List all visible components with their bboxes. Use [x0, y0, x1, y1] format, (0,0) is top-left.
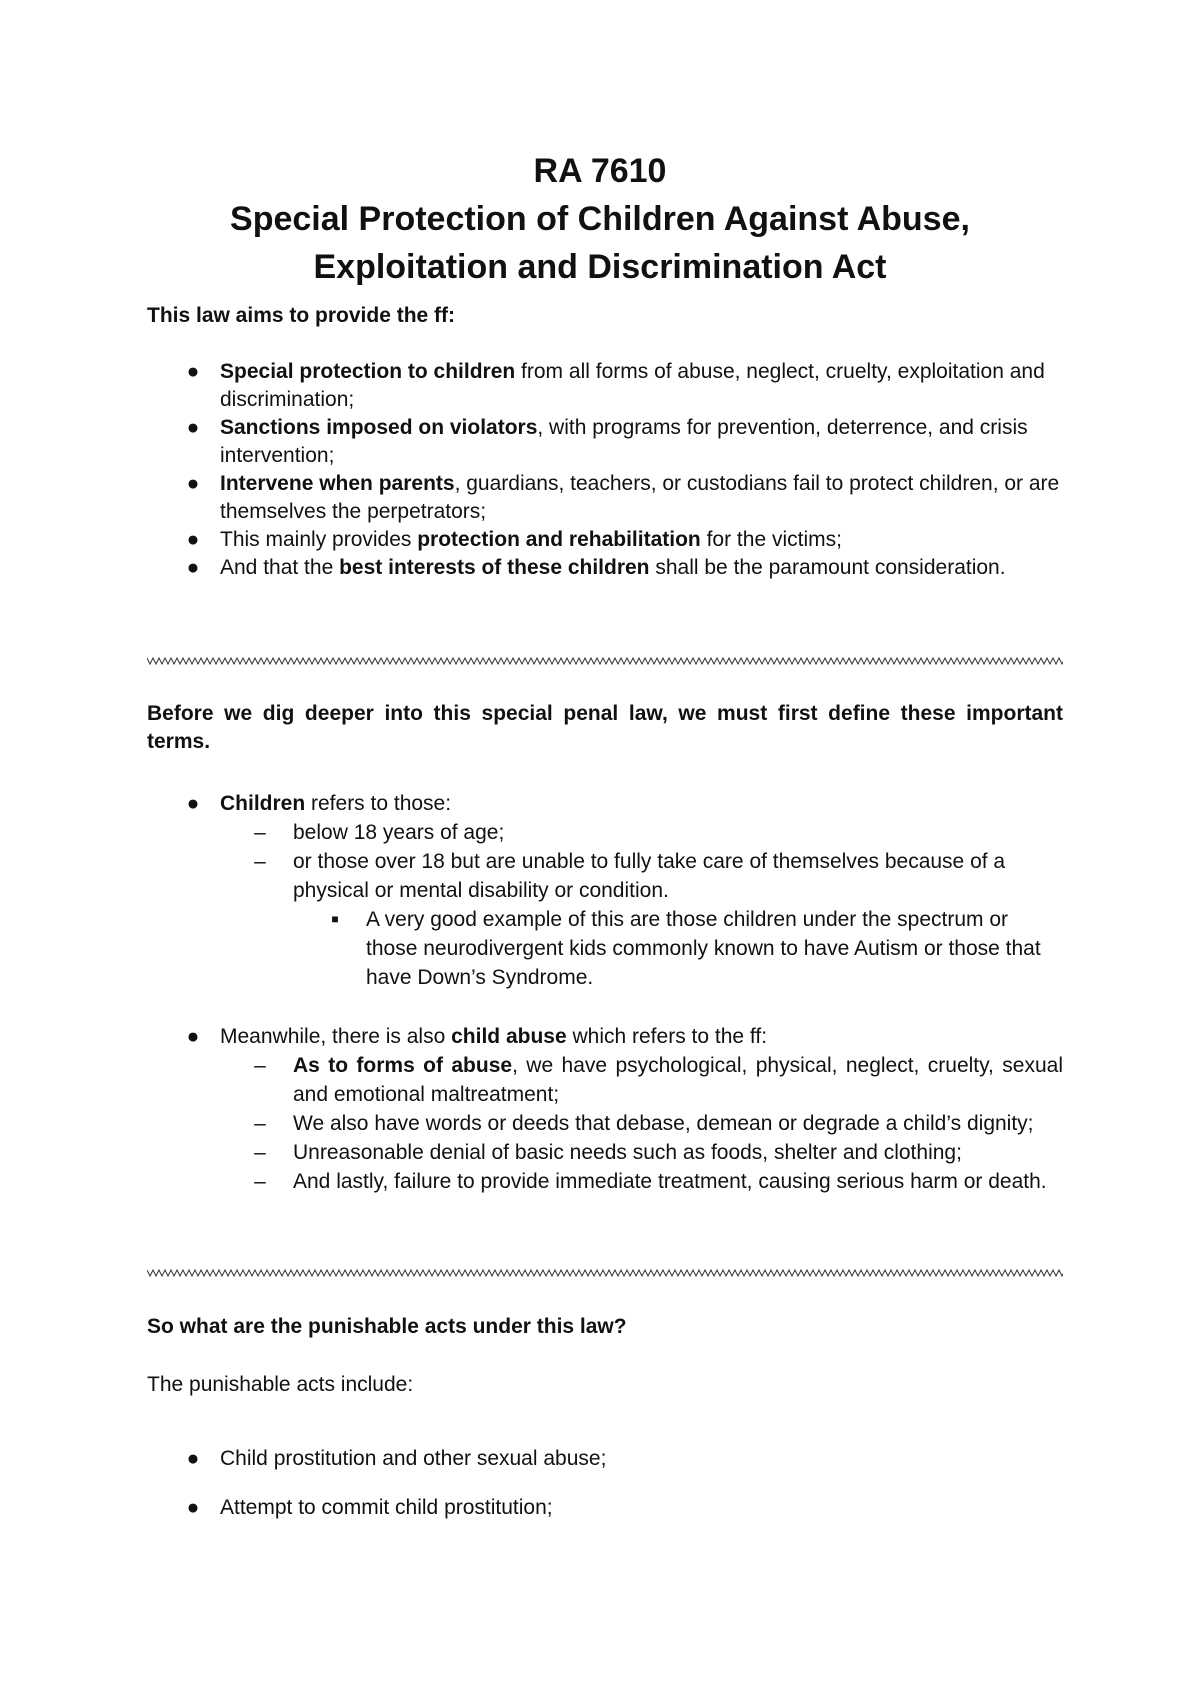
intro-item [147, 358, 1063, 414]
intro-item [147, 414, 1063, 470]
punishable-list [147, 1445, 1063, 1473]
dash-icon: – [254, 1112, 266, 1135]
punishable-item [147, 1494, 1063, 1522]
abuse-item [147, 1023, 1063, 1196]
intro-item-text: for the victims; [700, 528, 842, 551]
bullet-icon: ● [186, 792, 200, 815]
intro-item [147, 554, 1063, 582]
intro-item-pre: This mainly provides [220, 528, 418, 551]
punishable-heading: So what are the punishable acts under this law? [147, 1315, 627, 1338]
definitions-heading: Before we dig deeper into this special penal law, we must first define these important terms. [147, 702, 1063, 753]
dash-icon: – [254, 1054, 266, 1077]
dash-icon: – [254, 1141, 266, 1164]
intro-list [147, 358, 1063, 582]
abuse-pre: Meanwhile, there is also [220, 1025, 452, 1048]
abuse-subitem-text: We also have words or deeds that debase, demean or degrade a child’s dignity; [293, 1112, 1034, 1135]
bullet-icon: ● [186, 528, 200, 551]
title-line-1: RA 7610 [533, 152, 667, 190]
intro-item-bold: protection and rehabilitation [417, 528, 701, 551]
punishable-list [147, 1494, 1063, 1522]
bullet-icon: ● [186, 1496, 200, 1519]
abuse-subitem-text: Unreasonable denial of basic needs such as foods, shelter and clothing; [293, 1141, 962, 1164]
punishable-item-text: Child prostitution and other sexual abuse; [220, 1447, 607, 1470]
intro-heading: This law aims to provide the ff: [147, 304, 456, 327]
wavy-divider [147, 1268, 1063, 1278]
intro-item-bold: Special protection to children [220, 360, 516, 383]
abuse-subitem-text: , we have psychological, physical, neglect, cruelty, sexual and emotional maltreatment; [293, 1054, 1063, 1106]
dash-icon: – [254, 821, 266, 844]
title-line-2: Special Protection of Children Against Abuse, [230, 200, 970, 238]
abuse-subitem-text: And lastly, failure to provide immediate treatment, causing serious harm or death. [293, 1170, 1047, 1193]
bullet-icon: ● [186, 472, 200, 495]
abuse-subitem [220, 1051, 1063, 1109]
example-text: A very good example of this are those children under the spectrum or those neurodivergent kids commonly known to have Autism or those that have Down’s Syndrome. [366, 908, 1041, 989]
bullet-icon: ● [186, 556, 200, 579]
bullet-icon: ● [186, 416, 200, 439]
title-line-3: Exploitation and Discrimination Act [313, 248, 887, 286]
children-intro: refers to those: [305, 792, 452, 815]
bullet-icon: ● [186, 1025, 200, 1048]
children-subitem [220, 847, 1063, 992]
dash-icon: – [254, 1170, 266, 1193]
abuse-subitem [220, 1109, 1063, 1138]
intro-item-text: from all forms of abuse, neglect, cruelty, exploitation and discrimination; [220, 360, 1045, 411]
children-item [147, 790, 1063, 992]
children-subitem-text: or those over 18 but are unable to fully take care of themselves because of a physical or mental disability or condition. [293, 850, 1006, 902]
children-term: Children [220, 792, 306, 815]
abuse-intro: which refers to the ff: [566, 1025, 768, 1048]
wavy-divider [147, 656, 1063, 666]
square-bullet-icon: ■ [331, 912, 339, 926]
abuse-sublist [220, 1051, 1063, 1196]
abuse-subitem [220, 1138, 1063, 1167]
intro-item-bold: Sanctions imposed on violators [220, 416, 538, 439]
example-sublist [293, 905, 1063, 992]
punishable-item-text: Attempt to commit child prostitution; [220, 1496, 553, 1519]
children-list [147, 790, 1063, 992]
bullet-icon: ● [186, 1447, 200, 1470]
abuse-subitem-bold: As to forms of abuse [293, 1054, 513, 1077]
intro-item [147, 526, 1063, 554]
punishable-lead: The punishable acts include: [147, 1373, 414, 1396]
children-sublist [220, 818, 1063, 992]
bullet-icon: ● [186, 360, 200, 383]
abuse-term: child abuse [451, 1025, 567, 1048]
dash-icon: – [254, 850, 266, 873]
abuse-list [147, 1023, 1063, 1196]
children-subitem-text: below 18 years of age; [293, 821, 505, 844]
children-subitem [220, 818, 1063, 847]
document-title [0, 147, 1200, 291]
intro-item-pre: And that the [220, 556, 340, 579]
intro-item-bold: best interests of these children [339, 556, 650, 579]
intro-item-bold: Intervene when parents [220, 472, 455, 495]
punishable-item [147, 1445, 1063, 1473]
example-item [293, 905, 1063, 992]
abuse-subitem [220, 1167, 1063, 1196]
intro-item-text: , with programs for prevention, deterrence, and crisis intervention; [220, 416, 1028, 467]
intro-item-text: shall be the paramount consideration. [649, 556, 1006, 579]
intro-item-text: , guardians, teachers, or custodians fail to protect children, or are themselves the perpetrators; [220, 472, 1060, 523]
intro-item [147, 470, 1063, 526]
